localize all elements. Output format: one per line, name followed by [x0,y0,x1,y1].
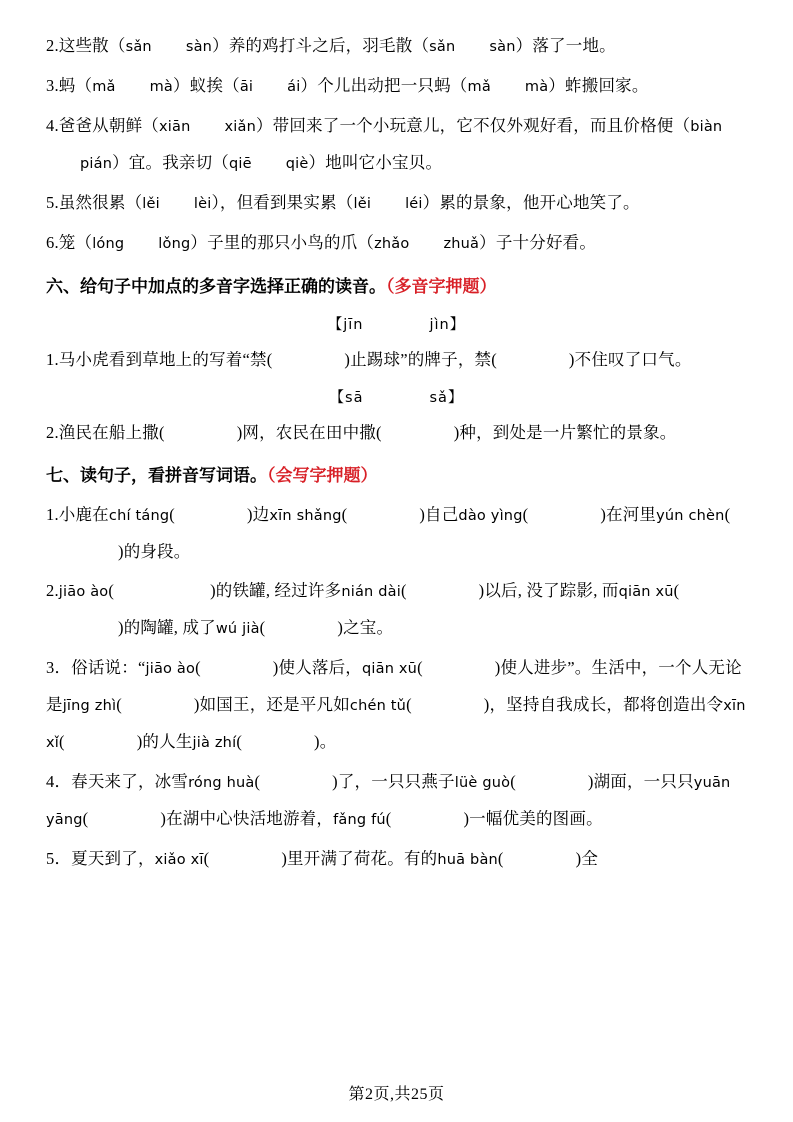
item-text: ( [673,581,680,600]
item-text: )之宝。 [337,618,394,637]
item-text: )湖面，一只只 [587,772,694,791]
item-text: ( [341,505,348,524]
item-text: )使人落后， [272,658,362,677]
item-text: ）地叫它小宝贝。 [308,153,443,172]
section-six-pinyin-choices-1 [46,308,747,342]
item-text: 蚂（ [58,76,93,95]
item-text: 爸爸从朝鲜（ [58,116,159,135]
item-text: 笼（ [58,233,93,252]
section-six-item-1 [46,342,747,378]
item-text: ( [510,772,516,791]
item-text: ）养的鸡打斗之后，羽毛散（ [212,36,430,55]
item-text: )的身段。 [118,542,191,561]
item-text: ( [169,505,175,524]
pinyin-annotation: wú jià [215,621,260,637]
pinyin-annotation: lěi [142,196,160,212]
item-text: )以后, 没了踪影, 而 [478,581,619,600]
item-text: )一幅优美的图画。 [463,809,603,828]
item-text: )使人进步”。生活中，一个人无论是 [46,658,742,714]
pinyin-annotation: ái [287,79,301,95]
item-text: ( [195,658,201,677]
item-text: ）累的景象，他开心地笑了。 [422,193,640,212]
question-item [46,497,747,570]
item-text-part-2: )止踢球”的牌子，禁( [344,350,497,369]
item-text: ( [724,505,731,524]
item-number: 5. [46,193,59,212]
pinyin-annotation: léi [405,196,423,212]
item-text: )全 [575,849,599,868]
section-six-heading [46,268,747,306]
question-item [46,650,747,761]
section-seven-question-list [46,497,747,878]
item-text: 春天来了，冰雪 [71,772,189,791]
pinyin-annotation: jiāo ào [145,661,196,677]
section-six-pinyin-choices-2 [46,381,747,415]
pinyin-annotation: mǎ [92,79,116,95]
item-text: ( [385,809,392,828]
item-text: )里开满了荷花。有的 [281,849,438,868]
item-text: ）蚁挨（ [173,76,240,95]
pinyin-annotation: zhǎo [374,236,410,252]
pinyin-annotation: qiān xū [618,584,674,600]
question-item [46,764,747,838]
pinyin-annotation: dào yìng [458,508,523,524]
item-text: )自己 [419,505,459,524]
pinyin-annotation: mà [149,79,174,95]
section-six-item-2 [46,415,747,451]
pinyin-annotation: zhuǎ [443,236,480,252]
item-text: ( [400,581,407,600]
item-text: )了，一只只燕子 [332,772,455,791]
item-number: 6. [46,233,59,252]
section-six-title: 六、给句子中加点的多音字选择正确的读音。 [46,277,386,296]
pinyin-option-left: 【jīn [327,317,364,333]
item-text: ）个儿出动把一只蚂（ [300,76,468,95]
pinyin-annotation: qiān xū [361,661,418,677]
item-number: 3. [46,76,59,95]
pinyin-annotation: sǎn [125,39,152,55]
item-text: )的铁罐, 经过许多 [210,581,342,600]
item-number: 4. [46,116,59,135]
item-text: )边 [246,505,270,524]
item-text: ( [254,772,261,791]
pinyin-annotation: xīn shǎng [269,508,342,524]
pinyin-annotation: jiāo ào [58,584,109,600]
item-text: 这些散（ [58,36,126,55]
pinyin-annotation: qiē [229,156,252,172]
section-six-tag: （多音字押题） [386,277,497,296]
item-text: ( [417,658,423,677]
pinyin-annotation: yuān yāng [46,775,731,828]
item-text-part-1: 渔民在船上撒( [58,423,165,442]
item-text-part-3: )种，到处是一片繁忙的景象。 [453,423,677,442]
item-text: 小鹿在 [58,505,109,524]
item-text: ( [116,695,122,714]
section-seven-title: 七、读句子，看拼音写词语。 [46,466,267,485]
item-text: ( [108,581,115,600]
item-text: ( [82,809,89,828]
pinyin-annotation: mà [524,79,549,95]
pinyin-annotation: fǎng fú [333,812,386,828]
question-item [46,573,747,647]
item-text: )的人生 [136,732,193,751]
item-text: )在河里 [600,505,657,524]
item-text-part-2: )网，农民在田中撒( [236,423,382,442]
item-text: ）宜。我亲切（ [112,153,230,172]
item-number: 4． [46,772,72,791]
section-seven-tag: （会写字押题） [267,466,378,485]
item-text: ）子里的那只小鸟的爪（ [190,233,375,252]
question-item [46,225,747,262]
item-number: 2. [46,581,59,600]
pinyin-annotation: xiǎo xī [154,852,204,868]
item-text: )。 [314,732,337,751]
item-text: ）子十分好看。 [479,233,597,252]
item-text: ( [59,732,65,751]
item-text: ）带回来了一个小玩意儿，它不仅外观好看，而且价格便（ [255,116,691,135]
pinyin-annotation: āi [239,79,254,95]
pinyin-annotation: lóng [92,236,125,252]
item-text: ）落了一地。 [515,36,616,55]
pinyin-annotation: xīn xǐ [46,698,746,751]
pinyin-annotation: xiǎn [224,119,256,135]
pinyin-option-left: 【sā [329,390,364,406]
pinyin-annotation: lüè guò [454,775,511,791]
pinyin-annotation: chén tǔ [349,698,407,714]
pinyin-annotation: xiān [158,119,191,135]
item-number: 2. [46,423,59,442]
section-seven-heading [46,457,747,495]
pinyin-annotation: biàn [690,119,723,135]
pinyin-annotation: sàn [185,39,213,55]
item-text: 俗话说：“ [71,658,146,677]
question-item [46,28,747,65]
item-number: 1. [46,505,59,524]
pinyin-annotation: yún chèn [656,508,725,524]
question-item [46,185,747,222]
pinyin-annotation: qiè [285,156,309,172]
pinyin-annotation: pián [80,156,113,172]
item-text-part-3: )不住叹了口气。 [568,350,692,369]
question-item [46,108,747,182]
top-question-list [46,28,747,262]
item-text: ( [259,618,266,637]
page-footer: 第2页,共25页 [348,1086,445,1103]
item-text: )在湖中心快活地游着， [160,809,334,828]
item-text: 虽然很累（ [58,193,143,212]
item-text: ）蚱搬回家。 [548,76,649,95]
item-text-part-1: 马小虎看到草地上的写着“禁( [58,350,273,369]
item-text: ( [497,849,504,868]
item-text: ( [406,695,412,714]
item-number: 2. [46,36,59,55]
question-item [46,841,747,878]
pinyin-annotation: lèi [193,196,212,212]
item-number: 5． [46,849,72,868]
item-text: )的陶罐, 成了 [118,618,216,637]
pinyin-annotation: lǒng [158,236,191,252]
item-text: ），但看到果实累（ [211,193,354,212]
item-text: 夏天到了， [71,849,155,868]
item-text: ( [236,732,243,751]
item-text: )，坚持自我成长，都将创造出令 [483,695,724,714]
pinyin-annotation: lěi [353,196,372,212]
pinyin-annotation: jià zhí [192,735,237,751]
pinyin-annotation: nián dài [341,584,401,600]
pinyin-annotation: sǎn [429,39,456,55]
pinyin-annotation: jīng zhì [62,698,117,714]
pinyin-option-right: jìn】 [429,317,466,333]
pinyin-annotation: róng huà [188,775,255,791]
pinyin-annotation: mǎ [467,79,491,95]
item-text: ( [522,505,529,524]
item-text: ( [203,849,210,868]
pinyin-annotation: chí táng [108,508,170,524]
pinyin-annotation: sàn [489,39,516,55]
item-number: 3． [46,658,72,677]
pinyin-annotation: huā bàn [437,852,498,868]
item-text: )如国王，还是平凡如 [193,695,350,714]
pinyin-option-right: sǎ】 [429,390,464,406]
item-number: 1. [46,350,59,369]
question-item [46,68,747,105]
